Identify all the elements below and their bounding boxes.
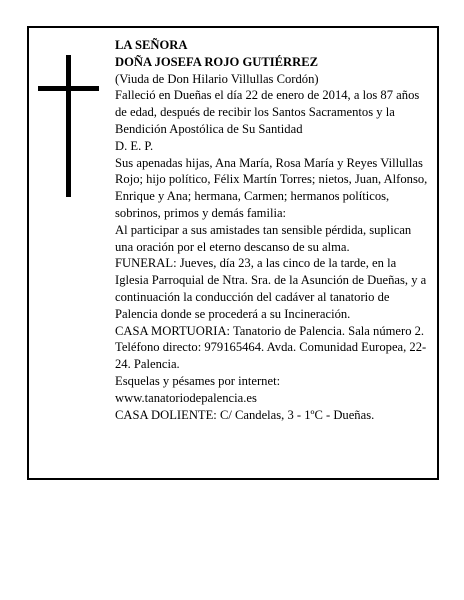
family-list: Sus apenadas hijas, Ana María, Rosa María y Reyes Villullas Rojo; hijo político, Félix Martín Torres; nietos, Juan, Alfonso, Enrique y Ana; hermana, Carmen; hermanos políticos, sobrinos, primos y demás familia:: [115, 155, 428, 220]
casa-mortuoria: CASA MORTUORIA: Tanatorio de Palencia. Sala número 2. Teléfono directo: 979165464. Avda. Comunidad Europea, 22-24. Palencia.: [115, 323, 427, 372]
casa-doliente: CASA DOLIENTE: C/ Candelas, 3 - 1ºC - Dueñas.: [115, 407, 375, 422]
funeral-info: FUNERAL: Jueves, día 23, a las cinco de la tarde, en la Iglesia Parroquial de Ntra. Sra. de la Asunción de Dueñas, y a continuación la conducción del cadáver al tanatorio de Palencia donde se procederá a su Incineración.: [115, 256, 427, 321]
title-line-1: LA SEÑORA: [115, 38, 188, 52]
widow-of: (Viuda de Don Hilario Villullas Cordón): [115, 71, 319, 86]
rip-line: D. E. P.: [115, 138, 154, 153]
esquelas-line: Esquelas y pésames por internet:: [115, 373, 281, 388]
deceased-name: DOÑA JOSEFA ROJO GUTIÉRREZ: [115, 54, 319, 69]
website-link[interactable]: www.tanatoriodepalencia.es: [115, 390, 257, 405]
obituary-text: [115, 37, 428, 423]
cross-icon-bar: [38, 86, 99, 91]
cross-icon: [66, 55, 71, 197]
death-details: Falleció en Dueñas el día 22 de enero de 2014, a los 87 años de edad, después de recibir los Santos Sacramentos y la Bendición Apostólica de Su Santidad: [115, 88, 420, 136]
prayer-request: Al participar a sus amistades tan sensible pérdida, suplican una oración por el eterno descanso de su alma.: [115, 222, 412, 254]
